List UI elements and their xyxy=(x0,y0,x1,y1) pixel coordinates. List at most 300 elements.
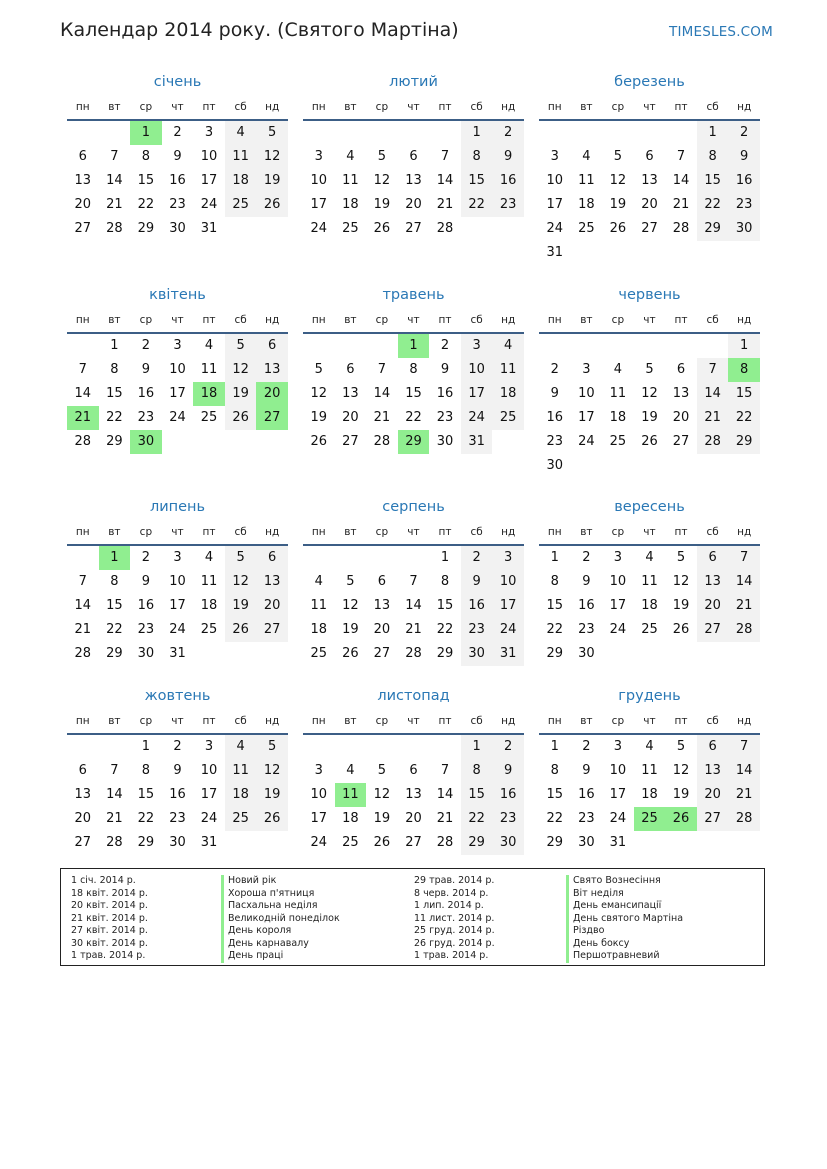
day-cell: 22 xyxy=(137,197,155,212)
month-block xyxy=(67,683,288,855)
day-cell: 29 xyxy=(546,835,564,850)
day-cell: 5 xyxy=(256,121,288,145)
day-cell: 18 xyxy=(492,382,524,406)
day-cell: 10 xyxy=(609,574,627,589)
weekday-header xyxy=(303,308,524,334)
day-cell: 14 xyxy=(697,382,729,406)
weekday-label: вт xyxy=(108,526,121,538)
day-cell: 18 xyxy=(342,811,359,826)
day-cell: 20 xyxy=(342,410,359,425)
day-cell: 1 xyxy=(550,550,559,565)
day-cell: 3 xyxy=(613,739,623,754)
day-cell: 11 xyxy=(225,759,257,783)
weekday-label: пн xyxy=(547,101,562,113)
legend-holiday-name: Віт неділя xyxy=(566,888,683,901)
day-cell: 30 xyxy=(461,642,493,666)
weekday-label: ср xyxy=(375,526,389,538)
day-cell: 13 xyxy=(697,570,729,594)
day-cell: 8 xyxy=(141,149,151,164)
day-cell: 12 xyxy=(641,386,658,401)
day-cell: 4 xyxy=(492,334,524,358)
day-cell: 23 xyxy=(546,434,564,449)
day-cell: 26 xyxy=(225,406,257,430)
legend-date: 21 квіт. 2014 р. xyxy=(71,912,148,924)
empty-cell xyxy=(571,334,603,358)
day-cell: 11 xyxy=(492,358,524,382)
month-block xyxy=(67,494,288,666)
weekday-header xyxy=(67,709,288,735)
day-cell: 26 xyxy=(342,646,359,661)
day-cell: 5 xyxy=(676,550,686,565)
day-cell: 17 xyxy=(310,811,328,826)
weekday-label: нд xyxy=(265,715,280,727)
day-cell: 3 xyxy=(492,546,524,570)
day-cell: 8 xyxy=(461,145,493,169)
day-cell: 9 xyxy=(550,386,559,401)
weekday-label: нд xyxy=(265,314,280,326)
day-cell: 17 xyxy=(200,787,218,802)
day-cell: 9 xyxy=(582,574,591,589)
empty-cell xyxy=(665,121,697,145)
day-cell: 23 xyxy=(436,410,454,425)
day-cell: 23 xyxy=(578,622,595,637)
day-cell: 2 xyxy=(728,121,760,145)
day-cell: 15 xyxy=(106,386,123,401)
day-cell: 9 xyxy=(461,570,493,594)
legend-date: 27 квіт. 2014 р. xyxy=(71,925,148,936)
empty-cell xyxy=(665,334,697,358)
empty-cell xyxy=(335,121,367,145)
day-cell: 16 xyxy=(578,787,595,802)
day-cell: 26 xyxy=(641,434,658,449)
day-cell: 22 xyxy=(436,622,454,637)
weekday-label: вт xyxy=(344,101,357,113)
day-cell: 20 xyxy=(405,197,422,212)
day-cell: 27 xyxy=(342,434,359,449)
legend-date: 26 груд. 2014 р. xyxy=(414,937,495,949)
weekday-label: ср xyxy=(139,101,153,113)
month-block xyxy=(303,69,524,241)
empty-cell xyxy=(303,546,335,570)
day-cell: 24 xyxy=(492,618,524,642)
brand-link[interactable]: TIMESLES.COM xyxy=(669,24,773,40)
day-cell: 26 xyxy=(256,193,288,217)
day-cell: 27 xyxy=(373,646,391,661)
day-cell: 3 xyxy=(314,763,323,778)
weekday-header xyxy=(67,520,288,546)
legend-holiday-name: День короля xyxy=(221,925,340,938)
month-name: грудень xyxy=(618,688,681,704)
day-cell: 1 xyxy=(697,121,729,145)
day-cell: 30 xyxy=(578,646,595,661)
weekday-label: нд xyxy=(501,715,516,727)
day-cell: 22 xyxy=(137,811,155,826)
empty-cell xyxy=(335,334,367,358)
weekday-label: чт xyxy=(643,314,656,326)
weekday-label: пт xyxy=(438,526,452,538)
empty-cell xyxy=(366,121,398,145)
weekday-label: нд xyxy=(737,715,752,727)
day-cell: 12 xyxy=(225,358,257,382)
day-cell: 24 xyxy=(609,622,627,637)
weekday-label: чт xyxy=(171,526,184,538)
empty-cell xyxy=(303,735,335,759)
weekday-label: сб xyxy=(706,101,719,113)
weekday-label: сб xyxy=(234,101,247,113)
day-cell: 10 xyxy=(169,574,186,589)
weekday-label: ср xyxy=(611,101,625,113)
day-cell: 3 xyxy=(204,739,214,754)
holiday-legend xyxy=(60,868,765,966)
empty-cell xyxy=(634,334,666,358)
weekday-label: сб xyxy=(706,715,719,727)
month-block xyxy=(303,683,524,855)
weekday-label: сб xyxy=(470,314,483,326)
day-cell: 5 xyxy=(225,334,257,358)
weekday-label: ср xyxy=(139,526,153,538)
day-cell: 15 xyxy=(436,598,454,613)
day-cell: 7 xyxy=(440,763,450,778)
day-cell: 11 xyxy=(641,763,658,778)
month-name: січень xyxy=(153,74,202,90)
day-cell: 8 xyxy=(110,362,119,377)
day-cell: 8 xyxy=(550,574,559,589)
weekday-label: вт xyxy=(580,526,593,538)
weekday-header xyxy=(539,308,760,334)
day-cell: 10 xyxy=(310,787,328,802)
weekday-label: сб xyxy=(706,526,719,538)
day-cell: 3 xyxy=(550,149,559,164)
weekday-label: пн xyxy=(75,715,90,727)
day-cell: 12 xyxy=(256,145,288,169)
day-cell: 25 xyxy=(225,193,257,217)
empty-cell xyxy=(539,121,571,145)
day-cell: 10 xyxy=(546,173,564,188)
day-cell: 27 xyxy=(641,221,658,236)
day-cell: 1 xyxy=(461,121,493,145)
weekday-label: пн xyxy=(311,101,326,113)
empty-cell xyxy=(398,121,430,145)
day-cell: 15 xyxy=(405,386,422,401)
weekday-label: пт xyxy=(202,526,216,538)
day-cell: 10 xyxy=(578,386,595,401)
day-cell: 6 xyxy=(377,574,387,589)
day-cell: 25 xyxy=(200,410,218,425)
day-cell: 3 xyxy=(173,338,182,353)
day-cell: 17 xyxy=(609,598,627,613)
day-cell: 24 xyxy=(169,622,186,637)
day-cell: 24 xyxy=(578,434,595,449)
day-cell: 6 xyxy=(256,334,288,358)
month-block xyxy=(539,282,760,478)
day-cell: 14 xyxy=(436,787,454,802)
day-cell: 22 xyxy=(461,193,493,217)
day-cell: 3 xyxy=(314,149,323,164)
day-cell: 29 xyxy=(106,646,123,661)
day-cell: 28 xyxy=(728,618,760,642)
day-cell: 28 xyxy=(106,221,123,236)
day-cell: 5 xyxy=(225,546,257,570)
month-block xyxy=(67,282,288,454)
day-cell: 7 xyxy=(697,358,729,382)
empty-cell xyxy=(335,735,367,759)
day-cell: 22 xyxy=(546,811,564,826)
day-cell: 20 xyxy=(256,382,288,406)
weekday-label: пн xyxy=(75,314,90,326)
day-cell: 21 xyxy=(106,197,123,212)
day-cell: 12 xyxy=(342,598,359,613)
day-cell: 17 xyxy=(310,197,328,212)
weekday-label: ср xyxy=(375,715,389,727)
legend-holiday-name: День боксу xyxy=(566,938,683,951)
day-cell: 22 xyxy=(106,410,123,425)
day-cell: 16 xyxy=(492,169,524,193)
day-cell: 20 xyxy=(672,410,690,425)
day-cell: 17 xyxy=(461,382,493,406)
day-grid xyxy=(303,735,524,855)
day-cell: 6 xyxy=(697,546,729,570)
day-cell: 11 xyxy=(578,173,595,188)
day-cell: 5 xyxy=(346,574,355,589)
weekday-label: пт xyxy=(674,526,688,538)
day-cell: 1 xyxy=(550,739,559,754)
month-name: березень xyxy=(614,74,685,90)
day-cell: 23 xyxy=(169,197,186,212)
day-cell: 22 xyxy=(697,193,729,217)
day-cell: 20 xyxy=(697,594,729,618)
day-cell: 5 xyxy=(645,362,654,377)
day-cell: 29 xyxy=(436,646,454,661)
day-cell: 7 xyxy=(110,149,119,164)
day-grid xyxy=(67,735,288,855)
day-cell: 29 xyxy=(697,217,729,241)
month-name: жовтень xyxy=(144,688,211,704)
month-name: червень xyxy=(618,287,681,303)
day-cell: 29 xyxy=(546,646,564,661)
day-cell: 13 xyxy=(74,787,92,802)
day-cell: 31 xyxy=(546,245,564,260)
day-cell: 28 xyxy=(74,646,92,661)
day-cell: 4 xyxy=(225,735,257,759)
weekday-label: ср xyxy=(375,101,389,113)
day-cell: 7 xyxy=(676,149,686,164)
month-block xyxy=(539,683,760,855)
weekday-label: чт xyxy=(407,715,420,727)
day-cell: 6 xyxy=(409,763,418,778)
day-cell: 18 xyxy=(310,622,328,637)
day-cell: 19 xyxy=(342,622,359,637)
day-cell: 28 xyxy=(405,646,422,661)
legend-holiday-name: День святого Мартіна xyxy=(566,913,683,926)
weekday-label: сб xyxy=(234,715,247,727)
day-cell: 7 xyxy=(377,362,387,377)
day-cell: 29 xyxy=(137,835,155,850)
day-cell: 21 xyxy=(67,406,99,430)
weekday-label: чт xyxy=(643,101,656,113)
day-cell: 18 xyxy=(641,787,658,802)
day-cell: 25 xyxy=(200,622,218,637)
weekday-label: пт xyxy=(438,314,452,326)
day-cell: 26 xyxy=(310,434,328,449)
weekday-header xyxy=(539,520,760,546)
weekday-label: пт xyxy=(674,715,688,727)
day-cell: 24 xyxy=(200,197,218,212)
day-cell: 10 xyxy=(200,763,218,778)
legend-holiday-name: Свято Вознесіння xyxy=(566,875,683,888)
day-cell: 14 xyxy=(373,386,391,401)
day-cell: 11 xyxy=(335,783,367,807)
day-cell: 29 xyxy=(137,221,155,236)
day-cell: 28 xyxy=(697,430,729,454)
day-cell: 24 xyxy=(609,811,627,826)
day-cell: 18 xyxy=(225,169,257,193)
day-cell: 27 xyxy=(256,406,288,430)
weekday-label: пн xyxy=(75,526,90,538)
day-cell: 21 xyxy=(106,811,123,826)
day-cell: 8 xyxy=(110,574,119,589)
day-cell: 23 xyxy=(578,811,595,826)
day-cell: 6 xyxy=(346,362,355,377)
day-cell: 17 xyxy=(578,410,595,425)
legend-holiday-name: Першотравневий xyxy=(566,950,683,963)
day-cell: 5 xyxy=(314,362,323,377)
day-cell: 19 xyxy=(641,410,658,425)
weekday-label: нд xyxy=(737,526,752,538)
day-cell: 14 xyxy=(405,598,422,613)
month-block xyxy=(67,69,288,241)
day-cell: 21 xyxy=(697,406,729,430)
day-cell: 7 xyxy=(78,362,87,377)
day-cell: 11 xyxy=(342,173,359,188)
day-cell: 23 xyxy=(492,193,524,217)
empty-cell xyxy=(366,546,398,570)
legend-holiday-name: Великодній понеділок xyxy=(221,913,340,926)
day-grid xyxy=(539,121,760,265)
weekday-label: чт xyxy=(407,526,420,538)
day-cell: 23 xyxy=(492,807,524,831)
weekday-label: вт xyxy=(344,314,357,326)
day-cell: 25 xyxy=(634,807,666,831)
weekday-header xyxy=(303,95,524,121)
day-cell: 18 xyxy=(641,598,658,613)
day-cell: 3 xyxy=(173,550,182,565)
day-cell: 7 xyxy=(728,546,760,570)
empty-cell xyxy=(303,121,335,145)
day-cell: 12 xyxy=(225,570,257,594)
day-cell: 17 xyxy=(169,386,186,401)
day-cell: 4 xyxy=(314,574,323,589)
day-cell: 21 xyxy=(373,410,391,425)
day-cell: 18 xyxy=(609,410,627,425)
day-cell: 12 xyxy=(609,173,627,188)
legend-date: 11 лист. 2014 р. xyxy=(414,912,495,924)
day-cell: 12 xyxy=(373,173,391,188)
legend-date: 25 груд. 2014 р. xyxy=(414,925,495,936)
month-name: квітень xyxy=(149,287,206,303)
month-name: серпень xyxy=(382,499,445,515)
day-cell: 19 xyxy=(373,811,391,826)
day-cell: 5 xyxy=(377,149,387,164)
day-cell: 28 xyxy=(373,434,391,449)
legend-holiday-name: Пасхальна неділя xyxy=(221,900,340,913)
day-cell: 8 xyxy=(697,145,729,169)
day-cell: 30 xyxy=(728,217,760,241)
day-cell: 16 xyxy=(461,594,493,618)
day-cell: 10 xyxy=(461,358,493,382)
day-cell: 20 xyxy=(74,197,92,212)
weekday-label: пн xyxy=(75,101,90,113)
month-name: липень xyxy=(149,499,206,515)
day-grid xyxy=(303,334,524,454)
legend-holiday-name: День карнавалу xyxy=(221,938,340,951)
legend-left-names xyxy=(221,875,340,963)
day-cell: 2 xyxy=(173,125,182,140)
day-cell: 12 xyxy=(256,759,288,783)
empty-cell xyxy=(99,121,131,145)
day-grid xyxy=(303,121,524,241)
day-cell: 9 xyxy=(173,149,182,164)
day-cell: 18 xyxy=(225,783,257,807)
day-cell: 15 xyxy=(137,787,155,802)
day-cell: 17 xyxy=(169,598,186,613)
day-cell: 21 xyxy=(436,811,454,826)
day-cell: 3 xyxy=(461,334,493,358)
empty-cell xyxy=(398,546,430,570)
day-cell: 13 xyxy=(74,173,92,188)
day-cell: 4 xyxy=(225,121,257,145)
month-block xyxy=(539,494,760,666)
day-cell: 3 xyxy=(582,362,591,377)
day-cell: 27 xyxy=(697,618,729,642)
day-cell: 7 xyxy=(728,735,760,759)
day-cell: 18 xyxy=(578,197,595,212)
day-cell: 20 xyxy=(373,622,391,637)
day-cell: 26 xyxy=(665,807,697,831)
day-cell: 9 xyxy=(728,145,760,169)
weekday-header xyxy=(303,520,524,546)
month-block xyxy=(303,494,524,666)
day-cell: 30 xyxy=(578,835,595,850)
empty-cell xyxy=(429,735,461,759)
day-cell: 23 xyxy=(137,622,155,637)
weekday-label: вт xyxy=(108,314,121,326)
weekday-label: чт xyxy=(171,101,184,113)
legend-date: 18 квіт. 2014 р. xyxy=(71,887,148,899)
day-cell: 2 xyxy=(582,550,591,565)
legend-date: 1 лип. 2014 р. xyxy=(414,900,484,911)
weekday-label: нд xyxy=(501,526,516,538)
day-cell: 18 xyxy=(342,197,359,212)
day-cell: 4 xyxy=(613,362,623,377)
day-cell: 8 xyxy=(440,574,450,589)
day-cell: 27 xyxy=(672,434,690,449)
weekday-label: вт xyxy=(580,715,593,727)
day-cell: 9 xyxy=(582,763,591,778)
empty-cell xyxy=(67,735,99,759)
day-cell: 8 xyxy=(550,763,559,778)
weekday-label: пн xyxy=(311,715,326,727)
day-cell: 13 xyxy=(405,173,422,188)
day-cell: 18 xyxy=(193,382,225,406)
day-cell: 16 xyxy=(436,386,454,401)
day-grid xyxy=(67,546,288,666)
day-cell: 25 xyxy=(225,807,257,831)
day-cell: 16 xyxy=(137,386,155,401)
legend-left-dates xyxy=(71,875,148,963)
day-cell: 13 xyxy=(405,787,422,802)
day-cell: 16 xyxy=(546,410,564,425)
weekday-label: вт xyxy=(344,715,357,727)
